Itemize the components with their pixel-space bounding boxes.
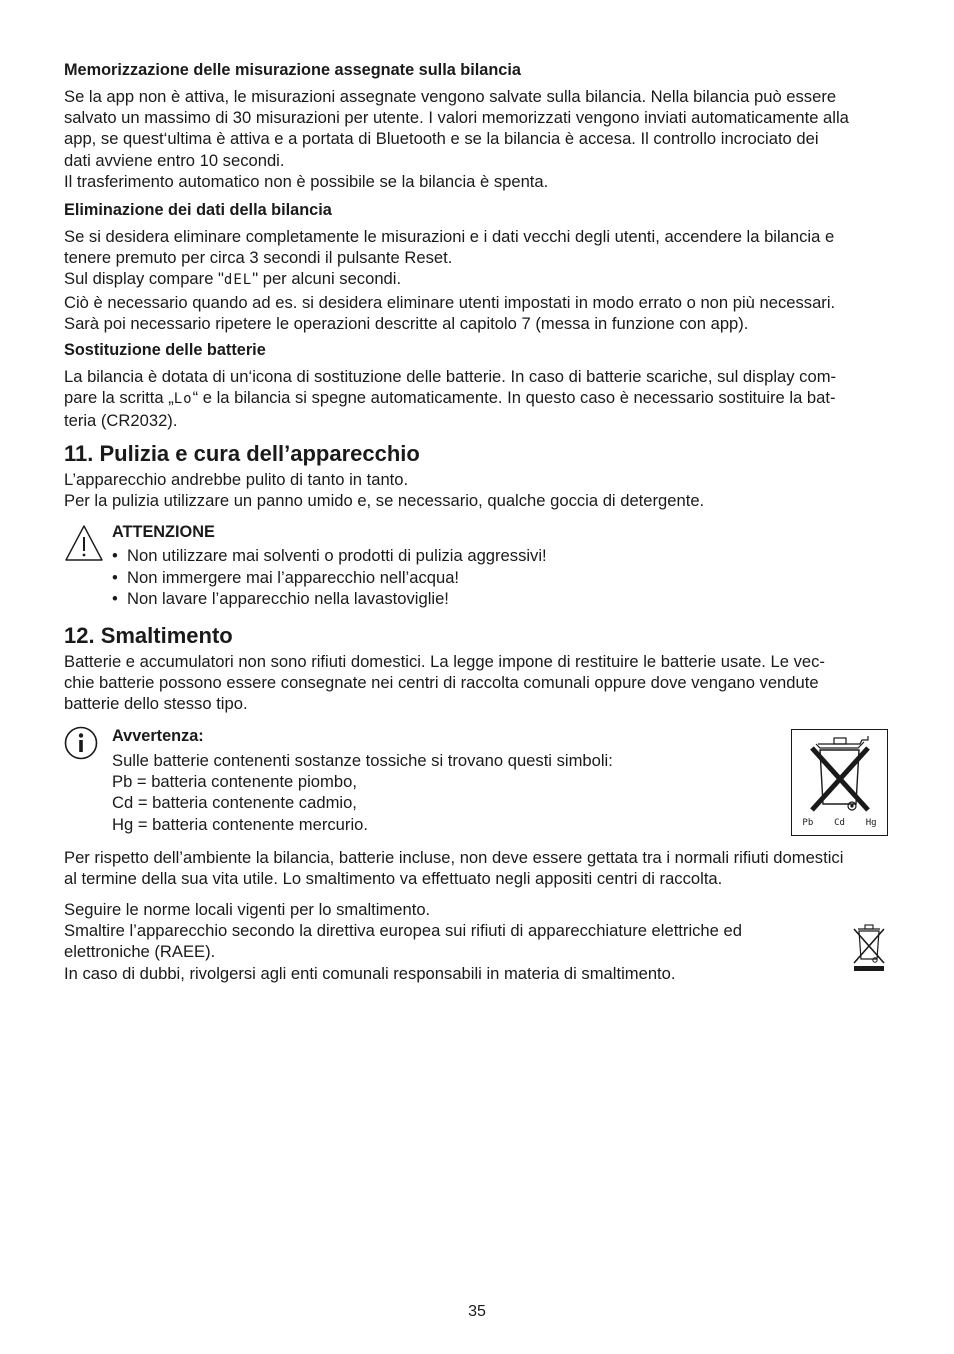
display-code-del: dEL <box>223 272 253 289</box>
text-fragment: “ e la bilancia si spegne automaticamente. In questo caso è necessario sostituire la bat- <box>192 388 836 408</box>
section-title: 11. Pulizia e cura dell’apparecchio <box>64 441 420 466</box>
paragraph-line: L’apparecchio andrebbe pulito di tanto in tanto. <box>64 470 409 489</box>
symbol-label-pb: Pb <box>802 818 814 828</box>
paragraph-line: chie batterie possono essere consegnate nei centri di raccolta comunali oppure dove vengano vendute <box>64 673 819 693</box>
list-item: • Non lavare l’apparecchio nella lavastoviglie! <box>112 588 547 610</box>
paragraph-line: Batterie e accumulatori non sono rifiuti domestici. La legge impone di restituire le batterie usate. Le vec- <box>64 652 825 671</box>
paragraph-line: Cd = batteria contenente cadmio, <box>112 793 357 813</box>
paragraph-line: tenere premuto per circa 3 secondi il pulsante Reset. <box>64 248 453 268</box>
info-icon <box>64 726 98 760</box>
paragraph-line: Seguire le norme locali vigenti per lo smaltimento. <box>64 900 431 919</box>
paragraph-line: Smaltire l’apparecchio secondo la direttiva europea sui rifiuti di apparecchiature elettriche ed <box>64 921 742 941</box>
paragraph-line: Se si desidera eliminare completamente le misurazioni e i dati vecchi degli utenti, accendere la bilancia e <box>64 227 835 246</box>
paragraph-environment <box>64 847 890 889</box>
paragraph-line: Se la app non è attiva, le misurazioni assegnate vengono salvate sulla bilancia. Nella bilancia può essere <box>64 87 837 106</box>
paragraph-line: Per la pulizia utilizzare un panno umido e, se necessario, qualche goccia di detergente. <box>64 491 705 511</box>
weee-symbol-icon <box>850 923 888 973</box>
section-title: 12. Smaltimento <box>64 623 233 648</box>
section-batterie <box>64 340 890 432</box>
warning-list <box>112 545 547 610</box>
paragraph-line: Hg = batteria contenente mercurio. <box>112 814 368 834</box>
paragraph-line: batterie dello stesso tipo. <box>64 694 248 714</box>
paragraph-line: Pb = batteria contenente piombo, <box>112 772 357 792</box>
paragraph-line: Sulle batterie contenenti sostanze tossiche si trovano questi simboli: <box>112 751 613 770</box>
subheading-eliminazione: Eliminazione dei dati della bilancia <box>64 201 332 219</box>
paragraph-line <box>64 387 890 410</box>
paragraph-line: Ciò è necessario quando ad es. si desidera eliminare utenti impostati in modo errato o non più necessari. <box>64 292 836 312</box>
section-11 <box>64 441 890 511</box>
section-12 <box>64 623 890 715</box>
paragraph-line: salvato un massimo di 30 misurazioni per utente. I valori memorizzati vengono inviati automaticamente alla <box>64 108 849 128</box>
text-fragment: " per alcuni secondi. <box>252 269 402 289</box>
note-label: Avvertenza: <box>112 727 204 745</box>
paragraph-line <box>64 268 890 291</box>
section-eliminazione <box>64 200 890 334</box>
symbol-label-hg: Hg <box>865 818 877 828</box>
text-fragment: Sul display compare " <box>64 269 224 289</box>
paragraph-line: Per rispetto dell’ambiente la bilancia, batterie incluse, non deve essere gettata tra i normali rifiuti domestici <box>64 848 844 867</box>
warning-block <box>64 522 890 614</box>
paragraph-line: In caso di dubbi, rivolgersi agli enti comunali responsabili in materia di smaltimento. <box>64 963 676 983</box>
list-item: • Non utilizzare mai solventi o prodotti di pulizia aggressivi! <box>112 545 547 567</box>
page-number: 35 <box>468 1303 486 1320</box>
paragraph-line: Il trasferimento automatico non è possibile se la bilancia è spenta. <box>64 171 549 191</box>
warning-label: ATTENZIONE <box>112 523 215 541</box>
crossed-bin-icon <box>792 730 887 820</box>
paragraph-disposal <box>64 899 890 984</box>
paragraph-line: elettroniche (RAEE). <box>64 942 216 962</box>
text-fragment: pare la scritta „ <box>64 388 174 408</box>
display-code-lo: Lo <box>173 391 193 408</box>
paragraph-line: La bilancia è dotata di un‘icona di sostituzione delle batterie. In caso di batterie scariche, sul display com- <box>64 367 837 386</box>
paragraph-line: al termine della sua vita utile. Lo smaltimento va effettuato negli appositi centri di raccolta. <box>64 869 723 889</box>
battery-disposal-symbol <box>791 729 888 836</box>
paragraph-line: app, se quest‘ultima è attiva e a portata di Bluetooth e se la bilancia è accesa. Il controllo incrociato dei <box>64 129 819 149</box>
paragraph-line: Sarà poi necessario ripetere le operazioni descritte al capitolo 7 (messa in funzione con app). <box>64 313 749 333</box>
warning-triangle-icon <box>64 524 104 562</box>
list-item: • Non immergere mai l’apparecchio nell’acqua! <box>112 567 547 589</box>
paragraph-line: dati avviene entro 10 secondi. <box>64 150 285 170</box>
note-block <box>64 726 890 842</box>
symbol-label-cd: Cd <box>834 818 845 828</box>
section-memorizzazione <box>64 60 890 192</box>
subheading-memorizzazione: Memorizzazione delle misurazione assegnate sulla bilancia <box>64 61 521 79</box>
symbol-labels <box>792 818 887 828</box>
paragraph-line: teria (CR2032). <box>64 411 178 431</box>
subheading-batterie: Sostituzione delle batterie <box>64 341 266 359</box>
